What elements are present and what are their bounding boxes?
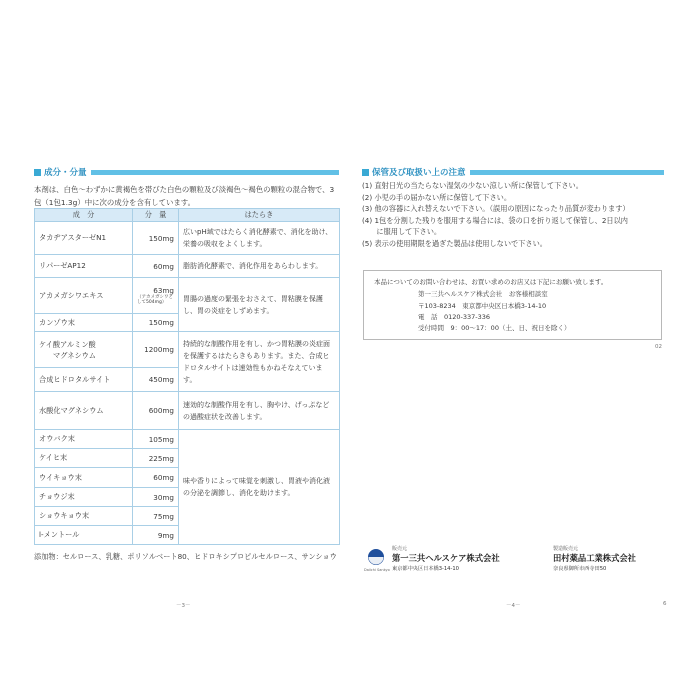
ingredient-amount: 1200mg — [133, 332, 179, 368]
ingredient-name: リパーゼAP12 — [35, 255, 133, 278]
daiichi-sankyo-logo-icon — [367, 548, 385, 566]
ingredient-name: 水酸化マグネシウム — [35, 392, 133, 430]
ingredient-name: 合成ヒドロタルサイト — [35, 368, 133, 392]
maker-address: 奈良県御所市西寺田50 — [553, 566, 607, 572]
section-rule — [91, 170, 339, 175]
ingredient-amount: 60mg — [133, 468, 179, 488]
page-tag: 02 — [655, 344, 662, 350]
ingredient-name: l-メントール — [35, 526, 133, 545]
seller-block — [362, 545, 512, 575]
contact-box — [363, 270, 662, 340]
ingredient-effect: 広いpH域ではたらく消化酵素で、消化を助け、栄養の吸収をよくします。 — [179, 222, 340, 255]
storage-note: (1) 直射日光の当たらない湿気の少ない涼しい所に保管して下さい。 — [362, 181, 583, 190]
ingredient-effect: 速効的な制酸作用を有し、胸やけ、げっぷなどの過酸症状を改善します。 — [179, 392, 340, 430]
ingredient-name: ケイヒ末 — [35, 449, 133, 468]
ingredient-name: カンゾウ末 — [35, 314, 133, 332]
contact-address: 〒103-8234 東京都中央区日本橋3-14-10 — [418, 302, 547, 310]
contact-phone: 電 話 0120-337-336 — [418, 313, 491, 321]
seller-logo-text: Daiichi Sankyo — [364, 568, 390, 572]
ingredient-amount-note: （アカメガシワとして504mg） — [137, 295, 173, 305]
ingredient-amount: 75mg — [133, 507, 179, 526]
ingredient-amount: 30mg — [133, 488, 179, 507]
ingredient-name-line1: ケイ酸アルミン酸 — [39, 339, 96, 349]
storage-note: (4) 1包を分割した残りを服用する場合には、袋の口を折り返して保管し、2日以内 — [362, 215, 628, 225]
table-row — [35, 392, 340, 430]
corner-mark: 6 — [663, 601, 667, 607]
ingredient-amount: 225mg — [133, 449, 179, 468]
storage-note: に服用して下さい。 — [362, 227, 442, 236]
ingredient-name: チョウジ末 — [35, 488, 133, 507]
ingredient-effect: 脂肪消化酵素で、消化作用をあらわします。 — [179, 255, 340, 278]
storage-note: (3) 他の容器に入れ替えないで下さい。（誤用の原因になったり品質が変わります） — [362, 204, 630, 213]
storage-section-header — [362, 166, 664, 178]
ingredient-amount: 9mg — [133, 526, 179, 545]
ingredient-effect: 味や香りによって味覚を刺激し、胃液や消化液の分泌を調節し、消化を助けます。 — [179, 430, 340, 545]
table-row — [35, 430, 340, 449]
table-row — [35, 332, 340, 368]
section-square-icon — [362, 169, 369, 176]
table-row — [35, 222, 340, 255]
table-row — [35, 255, 340, 278]
ingredient-amount: 63mg — [153, 286, 174, 295]
ingredient-name: ウイキョウ末 — [35, 468, 133, 488]
storage-section-title: 保管及び取扱い上の注意 — [372, 166, 470, 178]
ingredients-section-title: 成分・分量 — [44, 166, 91, 178]
column-header-effect: はたらき — [179, 209, 340, 222]
ingredient-amount: 60mg — [133, 255, 179, 278]
ingredient-amount: 150mg — [133, 222, 179, 255]
ingredient-name: タカヂアスターゼN1 — [35, 222, 133, 255]
column-header-amount: 分 量 — [133, 209, 179, 222]
ingredient-effect: 胃腸の過度の緊張をおさえて、胃粘膜を保護し、胃の炎症をしずめます。 — [179, 278, 340, 332]
ingredient-amount: 150mg — [133, 314, 179, 332]
ingredient-name-line2: マグネシウム — [53, 350, 96, 360]
ingredients-table — [34, 208, 340, 545]
column-header-ingredient: 成 分 — [35, 209, 133, 222]
right-page — [350, 0, 700, 700]
ingredient-amount: 450mg — [133, 368, 179, 392]
ingredient-name-cell — [35, 332, 133, 368]
ingredient-name: オウバク末 — [35, 430, 133, 449]
maker-name: 田村薬品工業株式会社 — [553, 553, 636, 563]
seller-name: 第一三共ヘルスケア株式会社 — [392, 553, 500, 563]
section-rule — [470, 170, 664, 175]
maker-block — [553, 545, 673, 575]
ingredient-name: ショウキョウ末 — [35, 507, 133, 526]
ingredient-effect: 持続的な制酸作用を有し、かつ胃粘膜の炎症面を保護するはたらきもあります。また、合成ヒドロタルサイトは速効性もかねそなえています。 — [179, 332, 340, 392]
seller-label: 販売元 — [392, 546, 408, 552]
contact-hours: 受付時間 9：00～17：00（土、日、祝日を除く） — [418, 324, 571, 332]
ingredient-amount: 600mg — [133, 392, 179, 430]
ingredient-amount-cell — [133, 278, 179, 314]
page-number: －3－ — [176, 603, 191, 609]
storage-notes — [362, 180, 662, 249]
ingredient-amount: 105mg — [133, 430, 179, 449]
page-number: －4－ — [506, 603, 521, 609]
ingredient-name: アカメガシワエキス — [35, 278, 133, 314]
ingredients-section-header — [34, 166, 339, 178]
contact-intro: 本品についてのお問い合わせは、お買い求めのお店又は下記にお願い致します。 — [374, 278, 608, 286]
section-square-icon — [34, 169, 41, 176]
table-row — [35, 278, 340, 314]
contact-company: 第一三共ヘルスケア株式会社 お客様相談室 — [418, 290, 548, 298]
seller-address: 東京都中央区日本橋3-14-10 — [392, 566, 459, 572]
ingredients-intro: 本剤は、白色～わずかに黄褐色を帯びた白色の顆粒及び淡褐色～褐色の顆粒の混合物で、3包（1包1.3g）中に次の成分を含有しています。 — [34, 185, 335, 207]
maker-label: 製造販売元 — [553, 546, 579, 552]
additives-text: 添加物：セルロース、乳糖、ポリソルベート80、ヒドロキシプロピルセルロース、サンショウ — [34, 552, 337, 561]
storage-note: (5) 表示の使用期限を過ぎた製品は使用しないで下さい。 — [362, 238, 547, 248]
storage-note: (2) 小児の手の届かない所に保管して下さい。 — [362, 192, 512, 202]
